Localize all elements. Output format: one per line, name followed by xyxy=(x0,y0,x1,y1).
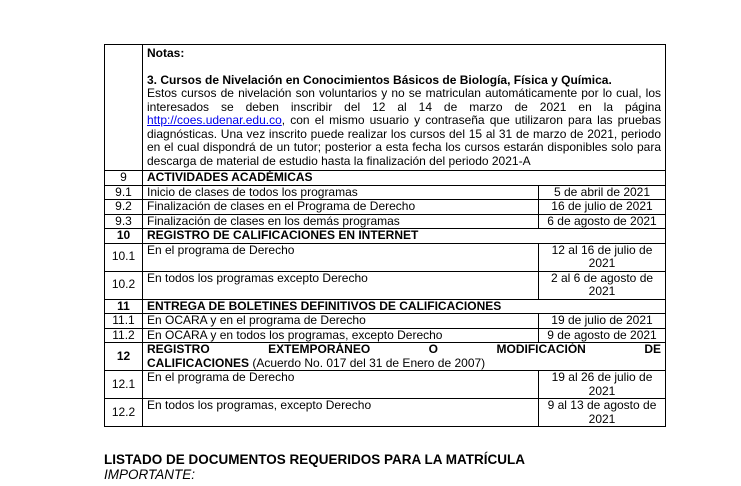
notes-cell xyxy=(143,45,666,171)
table-row xyxy=(105,214,666,229)
row-date: 19 de julio de 2021 xyxy=(539,314,666,329)
table-row xyxy=(105,314,666,329)
row-desc: Finalización de clases en los demás programas xyxy=(143,214,539,229)
row-num: 9.1 xyxy=(105,185,143,200)
section-title: ACTIVIDADES ACADÉMICAS xyxy=(143,171,666,186)
section-header-row xyxy=(105,171,666,186)
section-title-bold: CALIFICACIONES xyxy=(147,355,249,370)
documents-list-title: LISTADO DE DOCUMENTOS REQUERIDOS PARA LA MATRÍCULA xyxy=(104,452,525,467)
table-row xyxy=(105,200,666,215)
notes-item-title: 3. Cursos de Nivelación en Conocimientos Básicos de Biología, Física y Química. xyxy=(147,72,612,87)
table-row xyxy=(105,243,666,271)
row-num: 10.1 xyxy=(105,243,143,271)
row-num: 9.2 xyxy=(105,200,143,215)
academic-calendar-table xyxy=(104,44,666,427)
table-row xyxy=(105,271,666,299)
row-desc: En OCARA y en todos los programas, excepto Derecho xyxy=(143,328,539,343)
notes-heading: Notas: xyxy=(147,46,185,60)
row-num: 10.2 xyxy=(105,271,143,299)
notes-body-before: Estos cursos de nivelación son voluntarios y no se matriculan automáticamente por lo cual, los interesados se deben inscribir del 12 al 14 de marzo de 2021 en la página xyxy=(147,86,661,114)
section-title xyxy=(143,343,666,371)
row-desc: En OCARA y en el programa de Derecho xyxy=(143,314,539,329)
important-label: IMPORTANTE: xyxy=(104,467,196,482)
row-date: 12 al 16 de julio de 2021 xyxy=(539,243,666,271)
section-header-row xyxy=(105,229,666,244)
row-num: 12.2 xyxy=(105,399,143,427)
table-row xyxy=(105,399,666,427)
row-desc: En el programa de Derecho xyxy=(143,371,539,399)
section-title-note: (Acuerdo No. 017 del 31 de Enero de 2007) xyxy=(249,355,486,370)
section-title: REGISTRO DE CALIFICACIONES EN INTERNET xyxy=(143,229,666,244)
row-num: 9.3 xyxy=(105,214,143,229)
section-title-line1: REGISTRO EXTEMPORÁNEO O MODIFICACIÓN DE xyxy=(147,342,661,356)
section-title-line2 xyxy=(147,357,661,371)
notes-num-cell xyxy=(105,45,143,171)
section-num: 11 xyxy=(105,299,143,314)
table-row xyxy=(105,328,666,343)
section-num: 12 xyxy=(105,343,143,371)
table-row xyxy=(105,371,666,399)
row-date: 19 al 26 de julio de 2021 xyxy=(539,371,666,399)
notes-body xyxy=(147,87,661,168)
row-desc: En todos los programas, excepto Derecho xyxy=(143,399,539,427)
row-date: 2 al 6 de agosto de 2021 xyxy=(539,271,666,299)
section-title: ENTREGA DE BOLETINES DEFINITIVOS DE CALIFICACIONES xyxy=(143,299,666,314)
row-date: 16 de julio de 2021 xyxy=(539,200,666,215)
row-date: 6 de agosto de 2021 xyxy=(539,214,666,229)
row-desc: En el programa de Derecho xyxy=(143,243,539,271)
row-desc: Finalización de clases en el Programa de Derecho xyxy=(143,200,539,215)
row-date: 5 de abril de 2021 xyxy=(539,185,666,200)
coes-link[interactable]: http://coes.udenar.edu.co xyxy=(147,113,282,127)
row-date: 9 de agosto de 2021 xyxy=(539,328,666,343)
row-num: 12.1 xyxy=(105,371,143,399)
row-desc: En todos los programas excepto Derecho xyxy=(143,271,539,299)
table-row xyxy=(105,185,666,200)
row-desc: Inicio de clases de todos los programas xyxy=(143,185,539,200)
section-num: 10 xyxy=(105,229,143,244)
section-header-row xyxy=(105,343,666,371)
section-header-row xyxy=(105,299,666,314)
section-num: 9 xyxy=(105,171,143,186)
row-num: 11.2 xyxy=(105,328,143,343)
notes-row xyxy=(105,45,666,171)
row-num: 11.1 xyxy=(105,314,143,329)
notes-body-after: , con el mismo usuario y contraseña que utilizaron para las pruebas diagnósticas. Una vez inscrito puede realizar los cursos del 15 al 31 de marzo de 2021, periodo en el cual dispondrá de un tutor; posterior a esta fecha los cursos estarán disponibles solo para descarga de material de estudio hasta la finalización del periodo 2021-A xyxy=(147,113,661,168)
row-date: 9 al 13 de agosto de 2021 xyxy=(539,399,666,427)
